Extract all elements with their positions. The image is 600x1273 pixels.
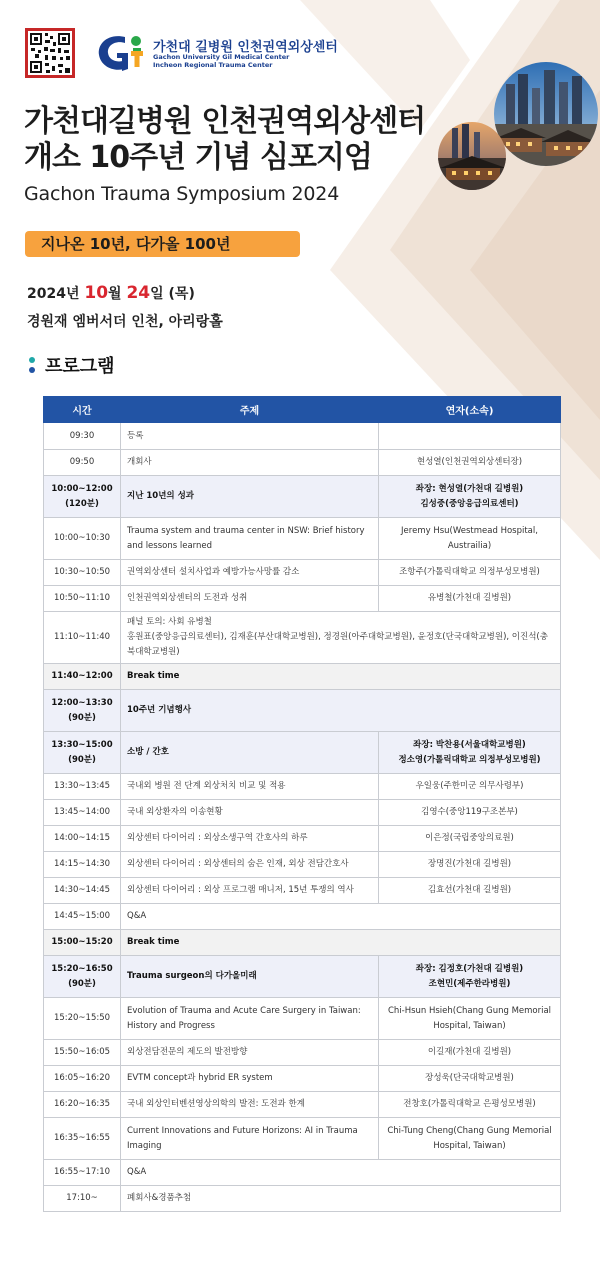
topic-cell	[121, 476, 379, 518]
table-row	[44, 800, 561, 826]
table-row	[44, 450, 561, 476]
panel-members-text: 홍원표(중앙응급의료센터), 김재훈(부산대학교병원), 정경원(아주대학교병원), 윤정호(단국대학교병원), 이진석(충북대학교병원)	[127, 632, 548, 657]
title-line-1: 가천대길병원 인천권역외상센터	[24, 104, 426, 139]
time-cell	[44, 664, 121, 690]
time-cell	[44, 878, 121, 904]
table-row	[44, 518, 561, 560]
speaker-cell	[379, 586, 561, 612]
date-month: 10	[84, 283, 109, 303]
speaker-text: 좌장: 박찬용(서울대학교병원)	[413, 739, 526, 750]
topic-text: 외상센터 다이어리 : 외상센터의 숨은 인재, 외상 전담간호사	[127, 859, 349, 869]
speaker-text: 김영수(중앙119구조본부)	[421, 807, 518, 817]
time-text: 10:50~11:10	[53, 593, 111, 603]
date-day-unit: 일 (목)	[150, 286, 195, 302]
time-cell	[44, 518, 121, 560]
english-title: Gachon Trauma Symposium 2024	[24, 183, 340, 205]
program-heading	[28, 352, 115, 378]
time-text: 13:45~14:00	[53, 807, 111, 817]
topic-text: Break time	[127, 671, 180, 681]
event-date	[27, 283, 195, 303]
topic-text: 소방 / 간호	[127, 747, 169, 757]
topic-cell	[121, 664, 561, 690]
duration-text: (90분)	[68, 754, 96, 765]
time-cell	[44, 904, 121, 930]
time-text: 15:00~15:20	[51, 937, 113, 947]
time-text: 11:40~12:00	[51, 671, 113, 681]
table-row	[44, 1118, 561, 1160]
topic-cell	[121, 450, 379, 476]
topic-cell	[121, 800, 379, 826]
time-text: 10:00~12:00	[51, 483, 113, 494]
topic-text: 등록	[127, 430, 144, 441]
topic-cell	[121, 1186, 561, 1212]
speaker-cell	[379, 800, 561, 826]
time-text: 09:50	[69, 457, 95, 467]
topic-text: 패널 토의: 사회 유병철	[127, 617, 212, 627]
speaker-text: 장명진(가천대 길병원)	[427, 859, 512, 869]
time-cell	[44, 732, 121, 774]
city-photo-collage	[436, 62, 600, 192]
topic-cell	[121, 878, 379, 904]
time-text: 13:30~15:00	[51, 739, 113, 750]
speaker-text: Chi-Hsun Hsieh(Chang Gung Memorial Hospital, Taiwan)	[387, 1005, 552, 1031]
time-text: 14:30~14:45	[53, 885, 111, 895]
speaker-cell	[379, 1092, 561, 1118]
speaker-text: 이은정(국립중앙의료원)	[425, 833, 514, 843]
table-section-row	[44, 690, 561, 732]
time-text: 14:45~15:00	[53, 911, 111, 921]
program-table	[43, 396, 561, 1212]
speaker-cell	[379, 998, 561, 1040]
logo-english-name-line1: Gachon University Gil Medical Center	[153, 53, 290, 61]
time-cell	[44, 1186, 121, 1212]
speaker-cell	[379, 1118, 561, 1160]
co-chair-text: 조현민(제주한라병원)	[428, 978, 511, 989]
table-row	[44, 423, 561, 450]
topic-cell	[121, 732, 379, 774]
speaker-text: 좌장: 현성열(가천대 길병원)	[415, 483, 524, 494]
topic-cell	[121, 956, 379, 998]
table-section-row	[44, 956, 561, 998]
speaker-cell	[379, 450, 561, 476]
speaker-text: 유병철(가천대 길병원)	[427, 593, 512, 603]
co-chair-text: 정소영(가톨릭대학교 의정부성모병원)	[398, 754, 541, 765]
time-cell	[44, 476, 121, 518]
topic-cell	[121, 518, 379, 560]
speaker-text: 조항주(가톨릭대학교 의정부성모병원)	[399, 567, 540, 577]
topic-cell	[121, 423, 379, 450]
time-text: 10:30~10:50	[53, 567, 111, 577]
time-cell	[44, 826, 121, 852]
topic-text: Trauma system and trauma center in NSW: Brief history and lessons learned	[127, 525, 365, 551]
time-text: 14:00~14:15	[53, 833, 111, 843]
time-text: 17:10~	[66, 1193, 98, 1203]
table-row	[44, 998, 561, 1040]
time-text: 16:05~16:20	[53, 1073, 111, 1083]
speaker-cell	[379, 826, 561, 852]
topic-cell	[121, 1092, 379, 1118]
topic-cell	[121, 774, 379, 800]
topic-cell	[121, 904, 561, 930]
time-cell	[44, 1160, 121, 1186]
topic-cell	[121, 826, 379, 852]
table-row	[44, 560, 561, 586]
time-text: 16:35~16:55	[53, 1133, 111, 1143]
hospital-logo	[95, 31, 338, 75]
topic-text: 개회사	[127, 457, 152, 467]
slogan-banner: 지나온 10년, 다가올 100년	[25, 231, 300, 257]
table-row	[44, 1160, 561, 1186]
time-text: 10:00~10:30	[53, 533, 111, 543]
speaker-cell	[379, 774, 561, 800]
time-cell	[44, 930, 121, 956]
table-row	[44, 904, 561, 930]
column-header-speaker: 연자(소속)	[379, 397, 561, 423]
duration-text: (120분)	[65, 498, 99, 509]
co-chair-text: 김성중(중앙응급의료센터)	[420, 498, 519, 509]
time-text: 12:00~13:30	[51, 697, 113, 708]
speaker-text: 우일웅(주한미군 의무사령부)	[415, 781, 524, 791]
topic-cell	[121, 1066, 379, 1092]
date-year: 2024년	[27, 286, 85, 302]
topic-cell	[121, 1040, 379, 1066]
topic-cell	[121, 690, 561, 732]
time-text: 16:20~16:35	[53, 1099, 111, 1109]
topic-text: 국내외 병원 전 단계 외상처치 비교 및 적용	[127, 781, 286, 791]
topic-text: 국내 외상환자의 이송현황	[127, 807, 223, 817]
topic-cell	[121, 852, 379, 878]
logo-english-name-line2: Incheon Regional Trauma Center	[153, 61, 273, 69]
table-row	[44, 586, 561, 612]
topic-cell	[121, 560, 379, 586]
time-cell	[44, 852, 121, 878]
speaker-cell	[379, 878, 561, 904]
duration-text: (90분)	[68, 712, 96, 723]
speaker-text: Jeremy Hsu(Westmead Hospital, Austrailia)	[401, 525, 538, 551]
topic-text: Q&A	[127, 1167, 147, 1177]
time-cell	[44, 774, 121, 800]
time-cell	[44, 450, 121, 476]
time-cell	[44, 1040, 121, 1066]
table-row	[44, 1092, 561, 1118]
qr-code-icon	[25, 28, 75, 78]
title-line-2: 개소 10주년 기념 심포지엄	[24, 140, 372, 175]
column-header-topic: 주제	[121, 397, 379, 423]
speaker-text: 장성욱(단국대학교병원)	[425, 1073, 514, 1083]
topic-text: Evolution of Trauma and Acute Care Surgery in Taiwan: History and Progress	[127, 1005, 361, 1031]
topic-text: Current Innovations and Future Horizons: AI in Trauma Imaging	[127, 1125, 358, 1151]
topic-text: 외상전담전문의 제도의 발전방향	[127, 1047, 248, 1057]
duration-text: (90분)	[68, 978, 96, 989]
speaker-text: 좌장: 김정호(가천대 길병원)	[415, 963, 524, 974]
time-text: 09:30	[69, 430, 95, 441]
topic-text: 국내 외상인터벤션영상의학의 발전: 도전과 한계	[127, 1099, 305, 1109]
speaker-cell	[379, 852, 561, 878]
topic-text: 인천권역외상센터의 도전과 성취	[127, 593, 248, 603]
topic-cell	[121, 998, 379, 1040]
table-break-row	[44, 930, 561, 956]
speaker-cell	[379, 956, 561, 998]
topic-text: 외상센터 다이어리 : 외상소생구역 간호사의 하루	[127, 833, 308, 843]
topic-text: 외상센터 다이어리 : 외상 프로그램 매니저, 15년 투쟁의 역사	[127, 885, 354, 895]
topic-cell	[121, 612, 561, 664]
topic-cell	[121, 1160, 561, 1186]
bullet-dots-icon	[28, 355, 36, 375]
time-text: 16:55~17:10	[53, 1167, 111, 1177]
speaker-text: 이길재(가천대 길병원)	[427, 1047, 512, 1057]
topic-text: 폐회사&경품추첨	[127, 1193, 192, 1203]
time-text: 11:10~11:40	[53, 632, 111, 642]
date-day: 24	[126, 283, 151, 303]
time-cell	[44, 1118, 121, 1160]
event-venue: 경원재 엠버서더 인천, 아리랑홀	[27, 314, 223, 330]
speaker-cell	[379, 1066, 561, 1092]
table-row	[44, 1066, 561, 1092]
topic-text: Break time	[127, 937, 180, 947]
time-cell	[44, 956, 121, 998]
time-cell	[44, 586, 121, 612]
topic-text: 지난 10년의 성과	[127, 491, 195, 501]
table-row	[44, 612, 561, 664]
topic-cell	[121, 586, 379, 612]
table-section-row	[44, 476, 561, 518]
logo-korean-name: 가천대 길병원 인천권역외상센터	[153, 40, 338, 55]
table-row	[44, 1040, 561, 1066]
time-text: 13:30~13:45	[53, 781, 111, 791]
program-table-header	[44, 397, 561, 423]
page-title	[24, 104, 425, 176]
topic-text: Q&A	[127, 911, 147, 921]
table-row	[44, 774, 561, 800]
time-text: 14:15~14:30	[53, 859, 111, 869]
topic-cell	[121, 930, 561, 956]
speaker-text: Chi-Tung Cheng(Chang Gung Memorial Hospital, Taiwan)	[387, 1125, 552, 1151]
speaker-cell	[379, 732, 561, 774]
speaker-text: 현성열(인천권역외상센터장)	[416, 457, 523, 467]
time-cell	[44, 560, 121, 586]
speaker-text: 김효선(가천대 길병원)	[427, 885, 512, 895]
speaker-text: 전창호(가톨릭대학교 은평성모병원)	[403, 1099, 536, 1109]
time-cell	[44, 998, 121, 1040]
program-heading-label: 프로그램	[45, 356, 115, 377]
speaker-cell	[379, 423, 561, 450]
table-row	[44, 878, 561, 904]
time-cell	[44, 1092, 121, 1118]
table-break-row	[44, 664, 561, 690]
table-row	[44, 826, 561, 852]
speaker-cell	[379, 518, 561, 560]
time-text: 15:20~15:50	[53, 1013, 111, 1023]
time-text: 15:20~16:50	[51, 963, 113, 974]
date-month-unit: 월	[108, 286, 127, 302]
table-row	[44, 852, 561, 878]
topic-text: Trauma surgeon의 다가올미래	[127, 971, 257, 981]
topic-text: 권역외상센터 설치사업과 예방가능사망률 감소	[127, 567, 300, 577]
topic-cell	[121, 1118, 379, 1160]
time-text: 15:50~16:05	[53, 1047, 111, 1057]
time-cell	[44, 1066, 121, 1092]
program-table-body	[44, 423, 561, 1212]
table-row	[44, 1186, 561, 1212]
time-cell	[44, 423, 121, 450]
time-cell	[44, 690, 121, 732]
speaker-cell	[379, 476, 561, 518]
time-cell	[44, 800, 121, 826]
hospital-emblem-icon	[95, 31, 147, 75]
speaker-cell	[379, 560, 561, 586]
column-header-time: 시간	[44, 397, 121, 423]
speaker-cell	[379, 1040, 561, 1066]
topic-text: EVTM concept과 hybrid ER system	[127, 1073, 273, 1083]
time-cell	[44, 612, 121, 664]
table-section-row	[44, 732, 561, 774]
topic-text: 10주년 기념행사	[127, 705, 192, 715]
poster-header	[0, 0, 600, 400]
